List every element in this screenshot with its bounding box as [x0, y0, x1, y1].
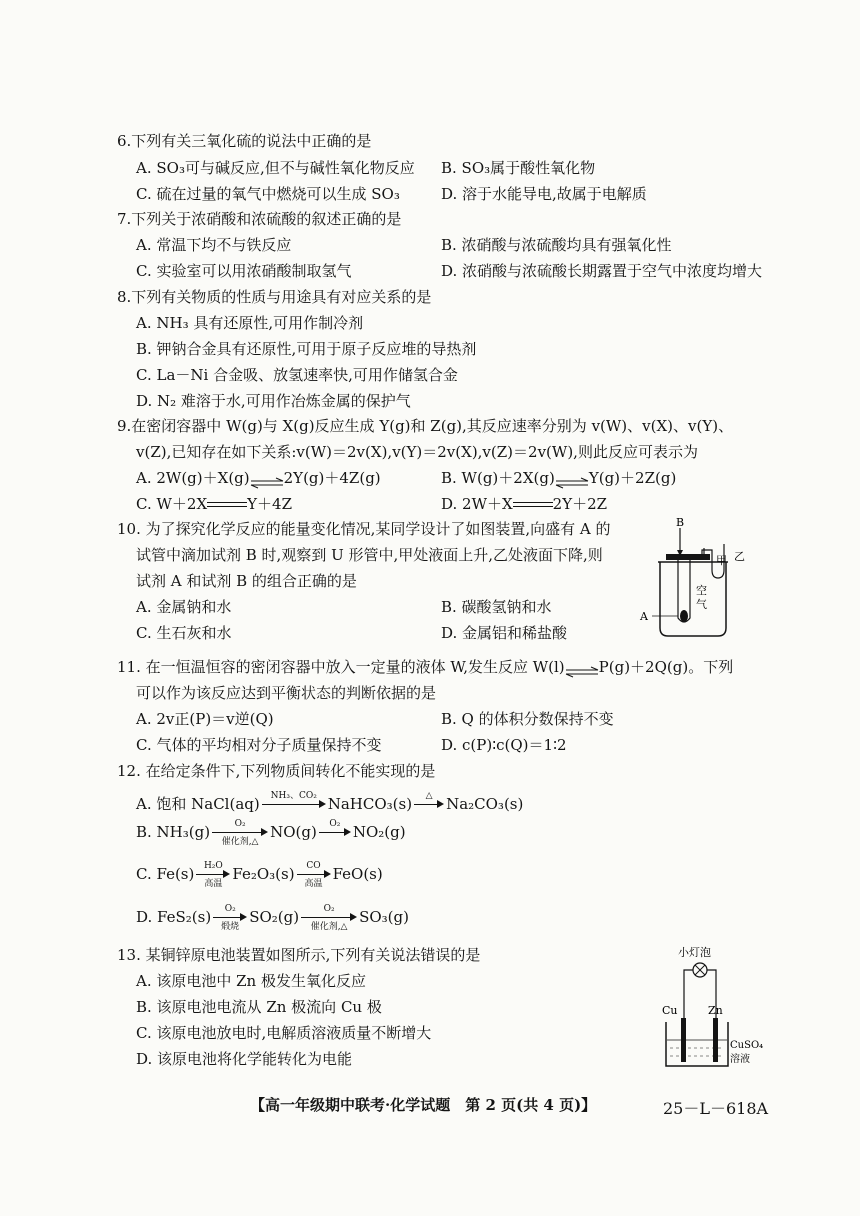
q12-b-cond1: O₂ — [234, 819, 246, 829]
q10-option-a: A. 金属钠和水 — [136, 598, 232, 616]
q12-d-end: SO₃(g) — [359, 908, 409, 926]
q9-option-c — [136, 493, 292, 515]
reaction-arrow-icon — [196, 861, 230, 889]
q11-stem-line1 — [117, 656, 733, 678]
q11-stem-line2: 可以作为该反应达到平衡状态的判断依据的是 — [136, 684, 437, 702]
q7-stem: 7.下列关于浓硝酸和浓硫酸的叙述正确的是 — [117, 210, 402, 228]
q12-c-cond1-bottom: 高温 — [204, 879, 223, 889]
q12-a-mid: NaHCO₃(s) — [327, 795, 413, 813]
q8-stem: 8.下列有关物质的性质与用途具有对应关系的是 — [117, 288, 432, 306]
q13-label-solution: 溶液 — [730, 1054, 750, 1065]
q11-option-c: C. 气体的平均相对分子质量保持不变 — [136, 736, 382, 754]
q12-b-mid: NO(g) — [270, 823, 317, 841]
q12-d-mid: SO₂(g) — [249, 908, 300, 926]
q7-option-a: A. 常温下均不与铁反应 — [136, 236, 292, 254]
reversible-arrow-icon — [565, 662, 599, 674]
q13-stem: 13. 某铜锌原电池装置如图所示,下列有关说法错误的是 — [117, 946, 481, 964]
q9-c-reactants: C. W＋2X — [136, 495, 208, 513]
q13-option-b: B. 该原电池电流从 Zn 极流向 Cu 极 — [136, 998, 382, 1016]
q12-d-start: D. FeS₂(s) — [136, 908, 212, 926]
q8-option-b: B. 钾钠合金具有还原性,可用于原子反应堆的导热剂 — [136, 340, 477, 358]
q10-option-b: B. 碳酸氢钠和水 — [441, 598, 552, 616]
q12-c-end: FeO(s) — [332, 865, 383, 883]
q12-d-cond1-bottom: 煅烧 — [221, 922, 240, 932]
q9-d-reactants: D. 2W＋X — [441, 495, 513, 513]
q12-option-b — [136, 818, 406, 847]
q11-stem-left: 11. 在一恒温恒容的密闭容器中放入一定量的液体 W,发生反应 W(l) — [117, 658, 565, 676]
q12-c-cond1: H₂O — [203, 861, 223, 871]
q9-a-products: 2Y(g)＋4Z(g) — [283, 469, 381, 487]
q13-label-zn: Zn — [708, 1004, 723, 1017]
q10-apparatus-figure — [630, 512, 760, 640]
q6-option-c: C. 硫在过量的氧气中燃烧可以生成 SO₃ — [136, 185, 400, 203]
q9-stem-line1: 9.在密闭容器中 W(g)与 X(g)反应生成 Y(g)和 Z(g),其反应速率分别为 v(W)、v(X)、v(Y)、 — [117, 417, 734, 435]
q9-a-reactants: A. 2W(g)＋X(g) — [136, 469, 250, 487]
q12-b-end: NO₂(g) — [352, 823, 406, 841]
q12-c-cond2-bottom: 高温 — [304, 879, 323, 889]
q11-stem-right: P(g)＋2Q(g)。下列 — [598, 658, 734, 676]
beaker — [666, 1022, 728, 1066]
q12-b-cond2: O₂ — [329, 819, 341, 829]
q10-label-air2: 气 — [696, 598, 707, 611]
reaction-arrow-icon — [262, 791, 326, 819]
q7-option-b: B. 浓硝酸与浓硫酸均具有强氧化性 — [441, 236, 672, 254]
reversible-arrow-icon — [250, 473, 284, 485]
q10-label-air1: 空 — [696, 584, 707, 597]
reaction-arrow-icon — [212, 819, 268, 847]
q12-option-d — [136, 903, 409, 932]
q10-stem-line3: 试剂 A 和试剂 B 的组合正确的是 — [136, 572, 357, 590]
q9-b-reactants: B. W(g)＋2X(g) — [441, 469, 555, 487]
q9-b-products: Y(g)＋2Z(g) — [588, 469, 677, 487]
q12-option-a — [136, 790, 523, 819]
q6-option-a: A. SO₃可与碱反应,但不与碱性氧化物反应 — [136, 159, 415, 177]
q10-option-d: D. 金属铝和稀盐酸 — [441, 624, 568, 642]
q12-d-cond1: O₂ — [224, 904, 236, 914]
q10-label-b: B — [676, 516, 685, 529]
q10-label-jia: 甲 — [716, 554, 727, 567]
q12-c-mid: Fe₂O₃(s) — [232, 865, 295, 883]
q7-option-c: C. 实验室可以用浓硝酸制取氢气 — [136, 262, 352, 280]
q12-a-cond1: NH₃、CO₂ — [270, 791, 317, 801]
reaction-arrow-icon — [301, 904, 357, 932]
cu-electrode — [681, 1018, 686, 1062]
q12-b-start: B. NH₃(g) — [136, 823, 211, 841]
q10-stem-line2: 试管中滴加试剂 B 时,观察到 U 形管中,甲处液面上升,乙处液面下降,则 — [136, 546, 603, 564]
q7-option-d: D. 浓硝酸与浓硫酸长期露置于空气中浓度均增大 — [441, 262, 763, 280]
q13-option-c: C. 该原电池放电时,电解质溶液质量不断增大 — [136, 1024, 432, 1042]
q8-option-d: D. N₂ 难溶于水,可用作冶炼金属的保护气 — [136, 392, 411, 410]
q9-stem-line2: v(Z),已知存在如下关系:v(W)＝2v(X),v(Y)＝2v(X),v(Z)＝2v(W),则此反应可表示为 — [136, 443, 698, 461]
q13-cell-figure — [650, 940, 770, 1076]
q13-label-cu: Cu — [662, 1004, 678, 1017]
equals-sign-icon — [513, 499, 553, 511]
reversible-arrow-icon — [555, 473, 589, 485]
q9-c-products: Y＋4Z — [247, 495, 292, 513]
zn-electrode — [713, 1018, 718, 1062]
q12-option-c — [136, 860, 383, 889]
q13-label-bulb: 小灯泡 — [678, 946, 711, 959]
page-footer: 【高一年级期中联考·化学试题 第 2 页(共 4 页)】 — [250, 1096, 597, 1114]
q12-a-start: A. 饱和 NaCl(aq) — [136, 795, 260, 813]
document-code: 25－L－618A — [663, 1099, 769, 1118]
q10-stem-line1: 10. 为了探究化学反应的能量变化情况,某同学设计了如图装置,向盛有 A 的 — [117, 520, 611, 538]
reaction-arrow-icon — [319, 819, 351, 847]
q11-option-a: A. 2v正(P)＝v逆(Q) — [136, 710, 274, 728]
q9-option-d — [441, 493, 607, 515]
q12-stem: 12. 在给定条件下,下列物质间转化不能实现的是 — [117, 762, 436, 780]
q13-option-d: D. 该原电池将化学能转化为电能 — [136, 1050, 353, 1068]
q13-label-cuso4: CuSO₄ — [730, 1040, 764, 1051]
q8-option-c: C. La－Ni 合金吸、放氢速率快,可用作储氢合金 — [136, 366, 458, 384]
q10-label-a: A — [640, 610, 648, 623]
equals-sign-icon — [207, 499, 247, 511]
jar — [660, 562, 726, 636]
q11-option-d: D. c(P)∶c(Q)＝1∶2 — [441, 736, 567, 754]
q13-option-a: A. 该原电池中 Zn 极发生氧化反应 — [136, 972, 366, 990]
q8-option-a: A. NH₃ 具有还原性,可用作制冷剂 — [136, 314, 364, 332]
q9-option-b — [441, 467, 676, 489]
q6-option-d: D. 溶于水能导电,故属于电解质 — [441, 185, 647, 203]
q12-c-start: C. Fe(s) — [136, 865, 195, 883]
q12-b-cond1-bottom: 催化剂,△ — [221, 837, 259, 847]
q6-stem: 6.下列有关三氧化硫的说法中正确的是 — [117, 132, 372, 150]
q12-d-cond2-bottom: 催化剂,△ — [310, 922, 348, 932]
q11-option-b: B. Q 的体积分数保持不变 — [441, 710, 614, 728]
q9-d-products: 2Y＋2Z — [552, 495, 608, 513]
reaction-arrow-icon — [213, 904, 247, 932]
q12-d-cond2: O₂ — [323, 904, 335, 914]
q10-label-yi: 乙 — [734, 550, 745, 563]
reaction-arrow-icon — [297, 861, 331, 889]
q12-a-end: Na₂CO₃(s) — [446, 795, 524, 813]
q6-option-b: B. SO₃属于酸性氧化物 — [441, 159, 596, 177]
q12-c-cond2: CO — [306, 861, 321, 871]
q9-option-a — [136, 467, 381, 489]
q12-a-cond2: △ — [425, 791, 433, 801]
q10-option-c: C. 生石灰和水 — [136, 624, 232, 642]
reaction-arrow-icon — [414, 791, 444, 819]
